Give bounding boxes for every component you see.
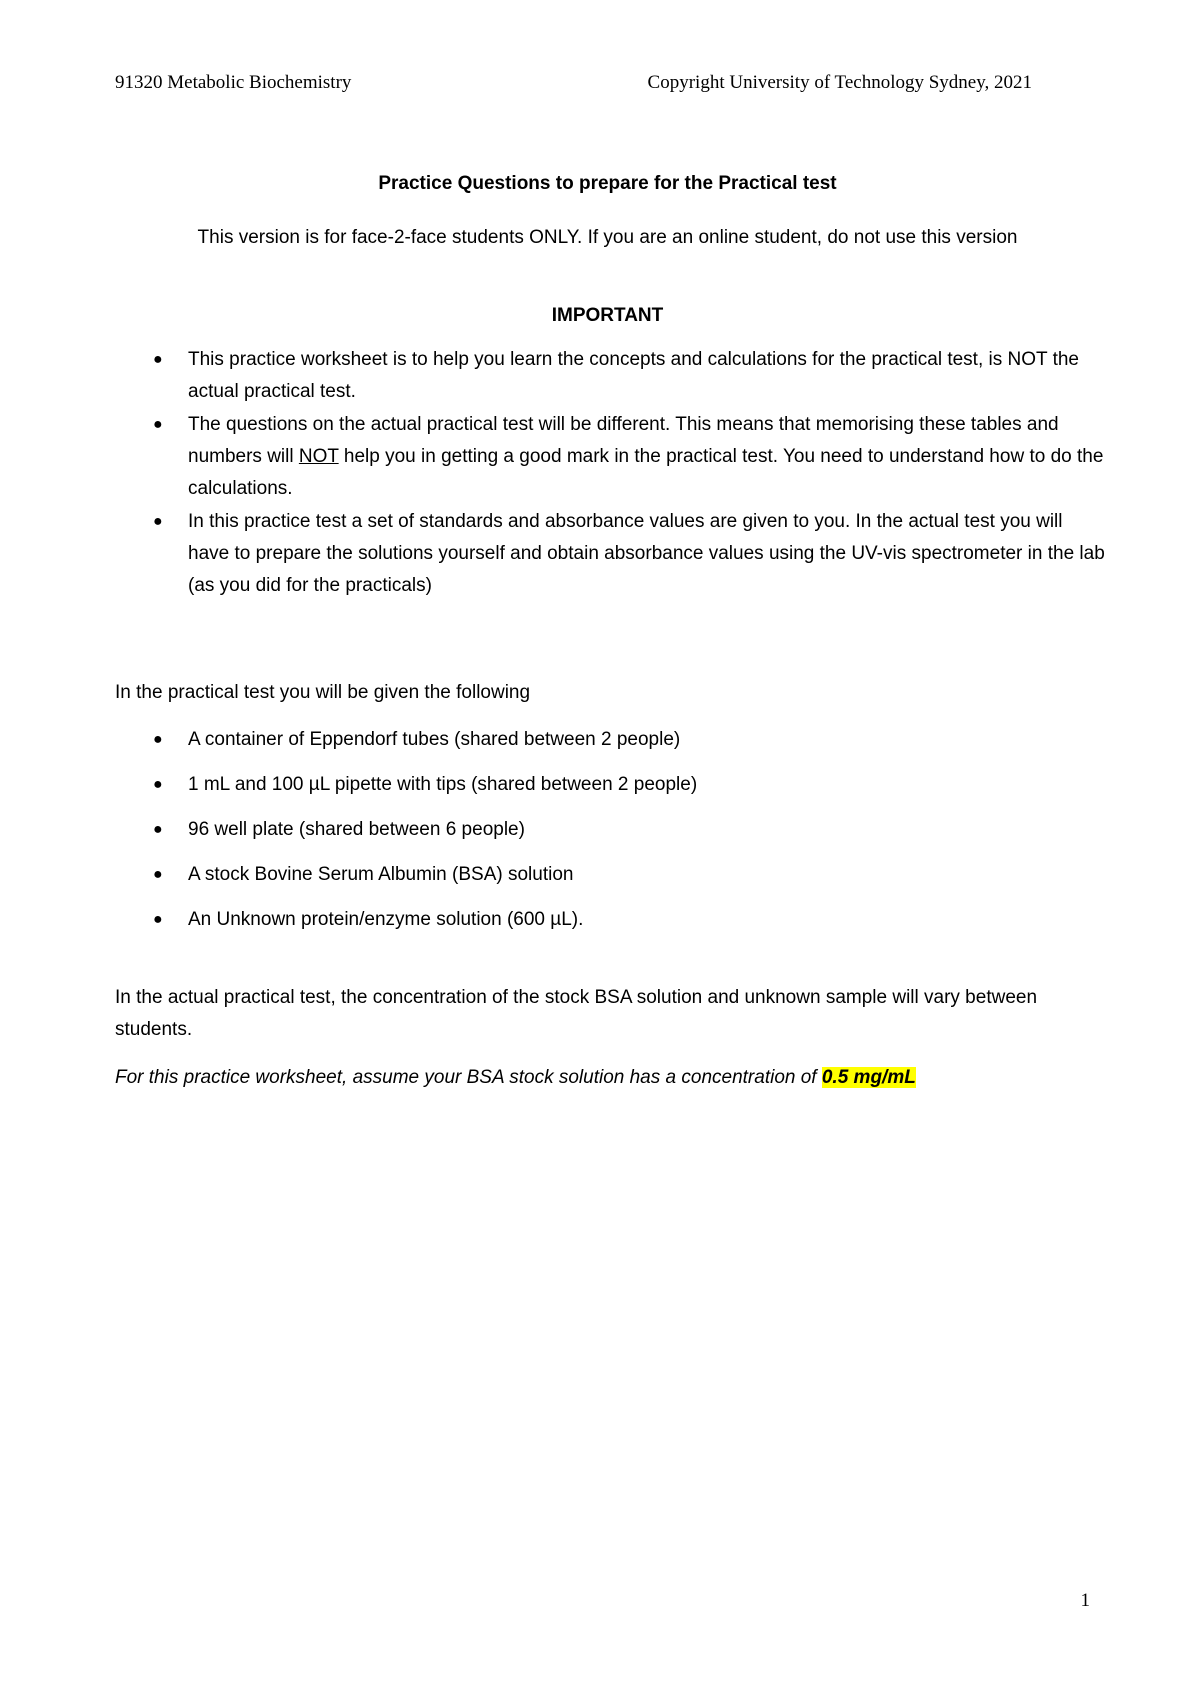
given-intro: In the practical test you will be given the following bbox=[115, 682, 531, 703]
important-item-text-post: help you in getting a good mark in the practical test. You need to understand how to do the calculations. bbox=[188, 446, 1104, 499]
important-item-text: In this practice test a set of standards and absorbance values are given to you. In the actual test you will have to prepare the solutions yourself and obtain absorbance values using the UV-vis spectrometer in the lab (as you did for the practicals) bbox=[188, 511, 1105, 596]
underlined-not: NOT bbox=[298, 446, 339, 467]
important-item bbox=[115, 344, 1100, 408]
bullet-icon: ● bbox=[153, 776, 163, 793]
assumption-text: For this practice worksheet, assume your BSA stock solution has a concentration of bbox=[115, 1067, 822, 1088]
important-item bbox=[115, 409, 1104, 505]
list-item-text: 1 mL and 100 µL pipette with tips (shared between 2 people) bbox=[188, 774, 698, 795]
bullet-icon: ● bbox=[153, 351, 163, 368]
highlighted-concentration: 0.5 mg/mL bbox=[821, 1067, 916, 1088]
bullet-icon: ● bbox=[153, 866, 163, 883]
list-item bbox=[115, 859, 1100, 891]
list-item-text: A container of Eppendorf tubes (shared between 2 people) bbox=[188, 729, 681, 750]
list-item bbox=[115, 904, 1100, 936]
page-number: 1 bbox=[1080, 1590, 1090, 1611]
list-item bbox=[115, 724, 1100, 756]
header-course: 91320 Metabolic Biochemistry bbox=[115, 72, 352, 93]
header-copyright: Copyright University of Technology Sydney, 2021 bbox=[647, 72, 1032, 93]
bullet-icon: ● bbox=[153, 731, 163, 748]
bullet-icon: ● bbox=[153, 416, 163, 433]
list-item bbox=[115, 769, 1100, 801]
bullet-icon: ● bbox=[153, 513, 163, 530]
bullet-icon: ● bbox=[153, 911, 163, 928]
page-content bbox=[115, 170, 1105, 1094]
list-item-text: An Unknown protein/enzyme solution (600 µL). bbox=[188, 909, 584, 930]
bullet-icon: ● bbox=[153, 821, 163, 838]
concentration-note: In the actual practical test, the concentration of the stock BSA solution and unknown sample will vary between students. bbox=[115, 987, 1038, 1040]
important-list bbox=[115, 344, 1105, 602]
important-item-text-pre: The questions on the actual practical test will be different. This means that memorising these tables and numbers will bbox=[188, 414, 1059, 467]
page-subtitle: This version is for face-2-face students ONLY. If you are an online student, do not use this version bbox=[197, 227, 1018, 248]
given-list bbox=[115, 724, 1100, 936]
important-item-text bbox=[188, 409, 1108, 505]
list-item-text: 96 well plate (shared between 6 people) bbox=[188, 819, 525, 840]
assumption-line bbox=[115, 1062, 1100, 1094]
list-item bbox=[115, 814, 1100, 846]
page-title: Practice Questions to prepare for the Practical test bbox=[378, 173, 837, 194]
important-item bbox=[115, 506, 1105, 602]
important-heading: IMPORTANT bbox=[551, 305, 664, 326]
important-item-text: This practice worksheet is to help you learn the concepts and calculations for the practical test, is NOT the actual practical test. bbox=[188, 349, 1079, 402]
list-item-text: A stock Bovine Serum Albumin (BSA) solution bbox=[188, 864, 574, 885]
